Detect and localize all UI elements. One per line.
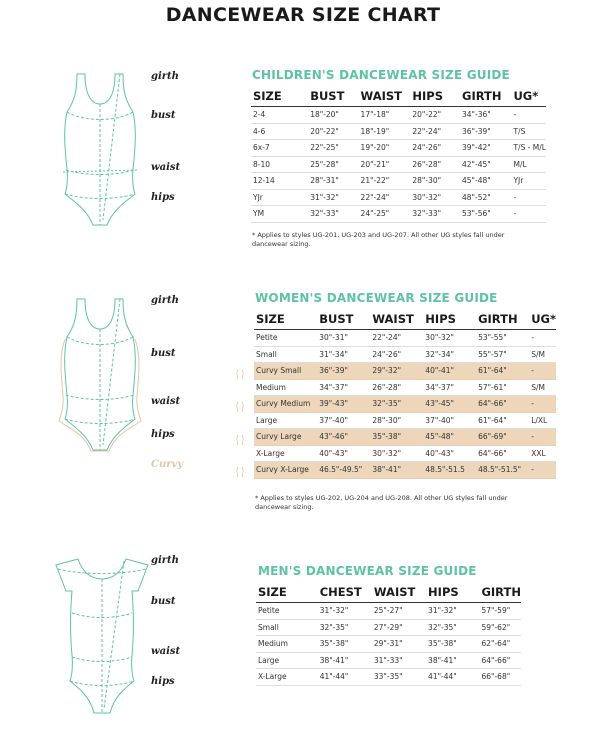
table-cell: 24"-26": [410, 140, 460, 157]
women-size-table: [254, 309, 556, 479]
table-cell: 31"-32": [318, 603, 372, 620]
table-cell: -: [529, 396, 556, 413]
table-cell: 21"-22": [359, 173, 411, 190]
table-cell: 35"-38": [318, 636, 372, 653]
table-cell: 34"-36": [460, 107, 511, 124]
children-guide-title: CHILDREN'S DANCEWEAR SIZE GUIDE: [252, 68, 510, 82]
table-cell: 36"-39": [460, 123, 511, 140]
column-header: HIPS: [410, 86, 460, 107]
table-cell: 38"-41": [426, 652, 479, 669]
column-header: CHEST: [318, 582, 372, 603]
table-cell: 34"-37": [317, 379, 370, 396]
table-cell: Medium: [254, 379, 317, 396]
table-cell: 22"-24": [410, 123, 460, 140]
table-row: [256, 603, 521, 620]
table-cell: 20"-22": [410, 107, 460, 124]
table-cell: 33"-35": [372, 669, 426, 686]
table-cell: 57"-61": [476, 379, 529, 396]
men-leotard-diagram: [52, 555, 152, 720]
table-cell: 32"-33": [410, 206, 460, 223]
table-cell: Large: [256, 652, 318, 669]
table-cell: 19"-20": [359, 140, 411, 157]
table-cell: YM: [251, 206, 308, 223]
table-header-row: [256, 582, 521, 603]
table-cell: 28"-31": [308, 173, 358, 190]
table-cell: 64"-66": [479, 652, 521, 669]
table-cell: T/S - M/L: [511, 140, 546, 157]
table-cell: 41"-44": [426, 669, 479, 686]
table-cell: Curvy Medium: [254, 396, 317, 413]
table-row: [251, 189, 546, 206]
table-cell: 32"-35": [426, 619, 479, 636]
table-row: [251, 123, 546, 140]
men-size-table: [256, 582, 521, 686]
men-guide-title: MEN'S DANCEWEAR SIZE GUIDE: [258, 564, 477, 578]
column-header: UG*: [529, 309, 556, 330]
table-cell: 25"-27": [372, 603, 426, 620]
table-cell: 26"-28": [370, 379, 423, 396]
table-row: [254, 346, 556, 363]
table-cell: Curvy Large: [254, 429, 317, 446]
table-cell: 46.5"-49.5": [317, 462, 370, 479]
table-cell: 32"-35": [318, 619, 372, 636]
label-bust: bust: [151, 596, 176, 607]
column-header: WAIST: [370, 309, 423, 330]
table-cell: 28"-30": [370, 412, 423, 429]
table-cell: 31"-33": [372, 652, 426, 669]
table-cell: 8-10: [251, 156, 308, 173]
label-hips: hips: [151, 429, 175, 440]
table-cell: 36"-39": [317, 363, 370, 380]
table-cell: S/M: [529, 346, 556, 363]
table-cell: 32"-33": [308, 206, 358, 223]
column-header: SIZE: [254, 309, 317, 330]
table-cell: -: [529, 363, 556, 380]
column-header: GIRTH: [479, 582, 521, 603]
table-cell: M/L: [511, 156, 546, 173]
table-row: [254, 363, 556, 380]
table-header-row: [251, 86, 546, 107]
table-cell: Curvy X-Large: [254, 462, 317, 479]
table-cell: 43"-45": [423, 396, 476, 413]
table-cell: 59"-62": [479, 619, 521, 636]
curvy-icon: [235, 467, 245, 477]
table-cell: 32"-34": [423, 346, 476, 363]
column-header: UG*: [511, 86, 546, 107]
table-cell: 29"-32": [370, 363, 423, 380]
table-cell: 48.5"-51.5": [476, 462, 529, 479]
table-row: [254, 412, 556, 429]
table-cell: 28"-30": [410, 173, 460, 190]
table-cell: 31"-32": [308, 189, 358, 206]
label-hips: hips: [151, 192, 175, 203]
table-cell: 53"-56": [460, 206, 511, 223]
table-cell: Large: [254, 412, 317, 429]
table-cell: 40"-43": [317, 445, 370, 462]
table-cell: 35"-38": [426, 636, 479, 653]
column-header: HIPS: [426, 582, 479, 603]
women-guide-title: WOMEN'S DANCEWEAR SIZE GUIDE: [255, 291, 498, 305]
table-cell: 31"-32": [426, 603, 479, 620]
table-cell: 18"-20": [308, 107, 358, 124]
table-cell: 48"-52": [460, 189, 511, 206]
table-cell: 30"-32": [370, 445, 423, 462]
label-waist: waist: [151, 646, 181, 657]
table-cell: -: [529, 462, 556, 479]
table-cell: Small: [254, 346, 317, 363]
table-cell: 30"-31": [317, 330, 370, 347]
table-header-row: [254, 309, 556, 330]
table-cell: YJr: [511, 173, 546, 190]
table-cell: Curvy Small: [254, 363, 317, 380]
table-cell: 42"-45": [460, 156, 511, 173]
table-cell: -: [511, 189, 546, 206]
table-cell: 45"-48": [423, 429, 476, 446]
table-cell: 30"-32": [423, 330, 476, 347]
table-cell: 41"-44": [318, 669, 372, 686]
table-cell: 39"-43": [317, 396, 370, 413]
table-cell: Small: [256, 619, 318, 636]
table-cell: 40"-41": [423, 363, 476, 380]
column-header: GIRTH: [476, 309, 529, 330]
table-cell: 45"-48": [460, 173, 511, 190]
table-cell: 34"-37": [423, 379, 476, 396]
table-cell: Petite: [256, 603, 318, 620]
column-header: HIPS: [423, 309, 476, 330]
table-cell: L/XL: [529, 412, 556, 429]
table-cell: 64"-66": [476, 396, 529, 413]
table-cell: -: [511, 107, 546, 124]
table-cell: Medium: [256, 636, 318, 653]
table-cell: 66"-69": [476, 429, 529, 446]
table-cell: 4-6: [251, 123, 308, 140]
women-footnote: * Applies to styles UG-202, UG-204 and UG-208. All other UG styles fall under dancewear sizing.: [255, 494, 508, 511]
column-header: BUST: [317, 309, 370, 330]
column-header: WAIST: [359, 86, 411, 107]
table-cell: 48.5"-51.5: [423, 462, 476, 479]
table-cell: -: [529, 429, 556, 446]
table-cell: 22"-24": [370, 330, 423, 347]
table-row: [254, 429, 556, 446]
table-row: [256, 669, 521, 686]
table-cell: X-Large: [256, 669, 318, 686]
table-cell: YJr: [251, 189, 308, 206]
table-cell: 43"-46": [317, 429, 370, 446]
table-cell: 37"-40": [317, 412, 370, 429]
table-row: [256, 652, 521, 669]
table-cell: 53"-55": [476, 330, 529, 347]
curvy-icon: [235, 435, 245, 445]
table-row: [254, 462, 556, 479]
table-cell: 17"-18": [359, 107, 411, 124]
table-cell: 31"-34": [317, 346, 370, 363]
label-girth: girth: [151, 71, 179, 82]
label-bust: bust: [151, 110, 176, 121]
table-cell: -: [511, 206, 546, 223]
table-row: [251, 173, 546, 190]
table-cell: 27"-29": [372, 619, 426, 636]
page-title: DANCEWEAR SIZE CHART: [165, 4, 441, 26]
column-header: SIZE: [256, 582, 318, 603]
table-cell: 55"-57": [476, 346, 529, 363]
curvy-icon: [235, 402, 245, 412]
column-header: SIZE: [251, 86, 308, 107]
label-waist: waist: [151, 396, 181, 407]
table-row: [254, 379, 556, 396]
table-cell: 66"-68": [479, 669, 521, 686]
label-girth: girth: [151, 555, 179, 566]
table-cell: 25"-28": [308, 156, 358, 173]
table-cell: 29"-31": [372, 636, 426, 653]
children-size-table: [251, 86, 546, 223]
table-row: [251, 156, 546, 173]
table-row: [254, 445, 556, 462]
table-cell: 20"-22": [308, 123, 358, 140]
table-cell: 38"-41": [370, 462, 423, 479]
table-row: [251, 140, 546, 157]
table-row: [251, 107, 546, 124]
curvy-icon: [235, 369, 245, 379]
table-cell: 26"-28": [410, 156, 460, 173]
label-bust: bust: [151, 348, 176, 359]
table-cell: 35"-38": [370, 429, 423, 446]
women-leotard-diagram: [55, 295, 150, 455]
table-cell: 61"-64": [476, 412, 529, 429]
label-hips: hips: [151, 676, 175, 687]
column-header: BUST: [308, 86, 358, 107]
label-curvy: Curvy: [151, 459, 184, 470]
table-row: [256, 619, 521, 636]
table-cell: 22"-24": [359, 189, 411, 206]
table-cell: 12-14: [251, 173, 308, 190]
table-cell: 24"-26": [370, 346, 423, 363]
table-cell: S/M: [529, 379, 556, 396]
column-header: WAIST: [372, 582, 426, 603]
table-cell: 2-4: [251, 107, 308, 124]
table-cell: 57"-59": [479, 603, 521, 620]
table-cell: 24"-25": [359, 206, 411, 223]
table-cell: 18"-19": [359, 123, 411, 140]
table-cell: 30"-32": [410, 189, 460, 206]
table-row: [251, 206, 546, 223]
table-cell: 39"-42": [460, 140, 511, 157]
table-cell: 20"-21": [359, 156, 411, 173]
label-girth: girth: [151, 295, 179, 306]
children-footnote: * Applies to styles UG-201, UG-203 and UG-207. All other UG styles fall under dancewear sizing.: [252, 231, 505, 248]
table-cell: XXL: [529, 445, 556, 462]
table-cell: 6x-7: [251, 140, 308, 157]
table-cell: 22"-25": [308, 140, 358, 157]
table-cell: X-Large: [254, 445, 317, 462]
table-cell: -: [529, 330, 556, 347]
children-leotard-diagram: [55, 70, 150, 230]
table-cell: Petite: [254, 330, 317, 347]
table-row: [256, 636, 521, 653]
table-row: [254, 330, 556, 347]
table-row: [254, 396, 556, 413]
table-cell: 61"-64": [476, 363, 529, 380]
table-cell: 32"-35": [370, 396, 423, 413]
table-cell: 37"-40": [423, 412, 476, 429]
table-cell: 40"-43": [423, 445, 476, 462]
table-cell: T/S: [511, 123, 546, 140]
label-waist: waist: [151, 162, 181, 173]
column-header: GIRTH: [460, 86, 511, 107]
table-cell: 64"-66": [476, 445, 529, 462]
table-cell: 62"-64": [479, 636, 521, 653]
table-cell: 38"-41": [318, 652, 372, 669]
